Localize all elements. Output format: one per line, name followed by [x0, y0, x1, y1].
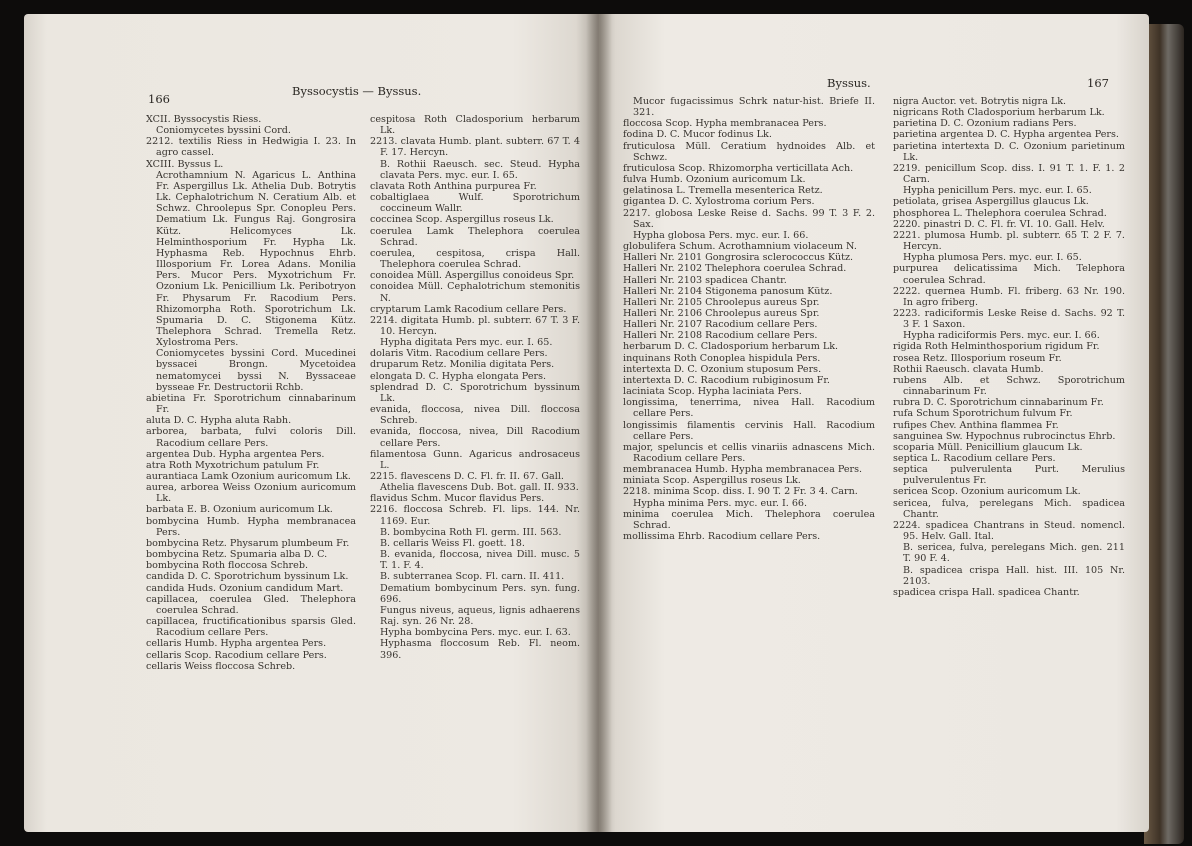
- index-entry: Halleri Nr. 2103 spadicea Chantr.: [623, 274, 787, 286]
- index-entry: petiolata, grisea Aspergillus glaucus Lk.: [893, 196, 1089, 208]
- index-entry: Acrothamnium N. Agaricus L. Anthina Fr. Aspergillus Lk. Athelia Dub. Botrytis Lk. Cephalotrichum N. Ceratium Alb. et Schwz. Chroolepus Spr. Conopleu Pers. Dematium Lk. Fungus Raj. Gongrosira Kütz. Helicomyces Lk. Helminthosporium Fr. Hypha Lk. Hyphasma Reb. Hypochnus Ehrb. Illosporium Fr. Lorea Adans. Monilia Pers. Mucor Pers. Myxotrichum Fr. Ozonium Lk. Penicillium Lk. Peribotryon Fr. Physarum Fr. Racodium Pers. Rhizomorpha Roth. Sporotrichum Lk. Spumaria D. C. Stigonema Kütz. Thelephora Schrad. Tremella Retz. Xylostroma Pers.: [156, 169, 356, 349]
- index-entry: cryptarum Lamk Racodium cellare Pers.: [370, 303, 567, 315]
- index-entry: Hypha digitata Pers myc. eur. I. 65.: [380, 337, 553, 349]
- index-entry: rubra D. C. Sporotrichum cinnabarinum Fr.: [893, 397, 1104, 409]
- index-entry: phosphorea L. Thelephora coerulea Schrad.: [893, 207, 1107, 219]
- index-entry: septica pulverulenta Purt. Merulius pulverulentus Fr.: [893, 464, 1125, 487]
- index-entry: Halleri Nr. 2102 Thelephora coerulea Schrad.: [623, 263, 847, 275]
- index-entry: Halleri Nr. 2107 Racodium cellare Pers.: [623, 319, 818, 331]
- index-entry: longissimis filamentis cervinis Hall. Racodium cellare Pers.: [623, 419, 875, 442]
- index-entry: B. subterranea Scop. Fl. carn. II. 411.: [380, 571, 565, 583]
- index-entry: 2216. floccosa Schreb. Fl. lips. 144. Nr. 1169. Eur.: [370, 504, 580, 527]
- index-entry: 2218. minima Scop. diss. I. 90 T. 2 Fr. 3 4. Carn.: [623, 486, 858, 498]
- index-entry: membranacea Humb. Hypha membranacea Pers.: [623, 464, 863, 476]
- left-column-1: [142, 114, 356, 672]
- index-entry: longissima, tenerrima, nivea Hall. Racodium cellare Pers.: [623, 397, 875, 420]
- index-entry: 2215. flavescens D. C. Fl. fr. II. 67. Gall.: [370, 471, 564, 482]
- index-entry: fulva Humb. Ozonium auricomum Lk.: [623, 174, 806, 186]
- index-entry: capillacea, fructificationibus sparsis Gled. Racodium cellare Pers.: [146, 616, 356, 639]
- right-column-1: [619, 96, 875, 542]
- index-entry: Hypha bombycina Pers. myc. eur. I. 63.: [380, 627, 571, 639]
- index-entry: abietina Fr. Sporotrichum cinnabarinum Fr.: [146, 392, 356, 416]
- index-entry: fodina D. C. Mucor fodinus Lk.: [623, 129, 772, 141]
- index-entry: Halleri Nr. 2104 Stigonema panosum Kütz.: [623, 285, 833, 297]
- index-entry: fruticulosa Müll. Ceratium hydnoides Alb. et Schwz.: [623, 140, 875, 163]
- index-entry: parietina D. C. Ozonium radians Pers.: [893, 118, 1077, 130]
- index-entry: Hypha globosa Pers. myc. eur. I. 66.: [633, 229, 809, 241]
- index-entry: major, speluncis et cellis vinariis adnascens Mich. Racodium cellare Pers.: [623, 441, 875, 464]
- index-entry: Coniomycetes byssini Cord. Mucedinei byssacei Brongn. Mycetoidea nematomycei byssi N. Byssaceae bysseae Fr. Destructorii Rchb.: [156, 348, 356, 393]
- index-entry: scoparia Müll. Penicillium glaucum Lk.: [893, 441, 1083, 453]
- index-entry: intertexta D. C. Ozonium stuposum Pers.: [623, 363, 822, 375]
- left-page: [24, 14, 599, 832]
- index-entry: candida Huds. Ozonium candidum Mart.: [146, 582, 344, 594]
- index-entry: inquinans Roth Conoplea hispidula Pers.: [623, 352, 821, 364]
- index-entry: fruticulosa Scop. Rhizomorpha verticillata Ach.: [623, 162, 854, 174]
- index-entry: 2212. textilis Riess in Hedwigia I. 23. In agro cassel.: [146, 136, 356, 159]
- index-entry: Coniomycetes byssini Cord.: [156, 125, 291, 137]
- index-entry: elongata D. C. Hypha elongata Pers.: [370, 370, 547, 382]
- index-entry: aurea, arborea Weiss Ozonium auricomum Lk.: [146, 482, 356, 505]
- index-entry: coerulea Lamk Thelephora coerulea Schrad.: [370, 225, 580, 248]
- left-page-number: 166: [148, 92, 170, 106]
- index-entry: minima coerulea Mich. Thelephora coerulea Schrad.: [623, 508, 875, 531]
- index-entry: nigricans Roth Cladosporium herbarum Lk.: [893, 107, 1105, 119]
- index-entry: barbata E. B. Ozonium auricomum Lk.: [146, 504, 333, 516]
- index-entry: conoidea Müll. Aspergillus conoideus Spr.: [370, 270, 575, 282]
- index-entry: B. sericea, fulva, perelegans Mich. gen. 211 T. 90 F. 4.: [903, 542, 1125, 565]
- index-entry: Halleri Nr. 2105 Chroolepus aureus Spr.: [623, 296, 820, 308]
- index-entry: herbarum D. C. Cladosporium herbarum Lk.: [623, 341, 839, 353]
- index-entry: B. Rothii Raeusch. sec. Steud. Hypha clavata Pers. myc. eur. I. 65.: [380, 158, 580, 181]
- index-entry: aurantiaca Lamk Ozonium auricomum Lk.: [146, 471, 351, 482]
- index-entry: 2213. clavata Humb. plant. subterr. 67 T. 4 F. 17. Hercyn.: [370, 136, 580, 159]
- index-entry: sericea, fulva, perelegans Mich. spadicea Chantr.: [893, 497, 1125, 520]
- left-column-2: [366, 114, 580, 661]
- index-entry: Hypha penicillum Pers. myc. eur. I. 65.: [903, 185, 1092, 197]
- left-running-head: Byssocystis — Byssus.: [292, 84, 422, 98]
- index-entry: evanida, floccosa, nivea Dill. floccosa Schreb.: [370, 404, 580, 427]
- index-entry: Hypha plumosa Pers. myc. eur. I. 65.: [903, 252, 1082, 264]
- index-entry: bombycina Retz. Physarum plumbeum Fr.: [146, 537, 350, 549]
- index-entry: cellaris Weiss floccosa Schreb.: [146, 660, 296, 672]
- index-entry: 2220. pinastri D. C. Fl. fr. VI. 10. Gall. Helv.: [893, 218, 1105, 230]
- index-entry: sericea Scop. Ozonium auricomum Lk.: [893, 486, 1081, 498]
- index-entry: Rothii Raeusch. clavata Humb.: [893, 363, 1044, 375]
- index-entry: dolaris Vitm. Racodium cellare Pers.: [370, 348, 548, 360]
- index-entry: rufa Schum Sporotrichum fulvum Fr.: [893, 408, 1073, 420]
- index-entry: 2223. radiciformis Leske Reise d. Sachs. 92 T. 3 F. 1 Saxon.: [893, 307, 1125, 331]
- index-entry: globulifera Schum. Acrothamnium violaceum N.: [623, 241, 857, 253]
- index-entry: rubens Alb. et Schwz. Sporotrichum cinnabarinum Fr.: [893, 374, 1125, 398]
- index-entry: evanida, floccosa, nivea, Dill Racodium cellare Pers.: [370, 426, 580, 449]
- book-spread: [14, 14, 1176, 834]
- index-entry: parietina intertexta D. C. Ozonium parietinum Lk.: [893, 140, 1125, 163]
- index-entry: 2224. spadicea Chantrans in Steud. nomencl. 95. Helv. Gall. Ital.: [893, 519, 1125, 543]
- index-entry: Hyphasma floccosum Reb. Fl. neom. 396.: [380, 638, 580, 661]
- index-entry: miniata Scop. Aspergillus roseus Lk.: [623, 475, 801, 487]
- index-entry: spadicea crispa Hall. spadicea Chantr.: [893, 586, 1080, 598]
- index-entry: 2214. digitata Humb. pl. subterr. 67 T. 3 F. 10. Hercyn.: [370, 314, 580, 337]
- right-column-2: [889, 96, 1125, 598]
- book-gutter: [586, 14, 612, 832]
- index-entry: bombycina Roth floccosa Schreb.: [146, 560, 309, 572]
- index-entry: clavata Roth Anthina purpurea Fr.: [370, 180, 537, 192]
- book-cover-edge: [1144, 24, 1184, 844]
- index-entry: 2221. plumosa Humb. pl. subterr. 65 T. 2 F. 7. Hercyn.: [893, 229, 1125, 253]
- index-entry: cellaris Humb. Hypha argentea Pers.: [146, 638, 327, 650]
- index-entry: parietina argentea D. C. Hypha argentea Pers.: [893, 129, 1119, 141]
- index-entry: rosea Retz. Illosporium roseum Fr.: [893, 352, 1062, 364]
- index-entry: filamentosa Gunn. Agaricus androsaceus L.: [370, 448, 580, 471]
- index-entry: bombycina Humb. Hypha membranacea Pers.: [146, 515, 356, 538]
- index-entry: Fungus niveus, aqueus, lignis adhaerens Raj. syn. 26 Nr. 28.: [380, 604, 580, 628]
- index-entry: XCII. Byssocystis Riess.: [146, 114, 262, 125]
- index-entry: 2222. quernea Humb. Fl. friberg. 63 Nr. 190. In agro friberg.: [893, 285, 1125, 308]
- index-entry: Halleri Nr. 2101 Gongrosira sclerococcus Kütz.: [623, 252, 854, 264]
- index-entry: Halleri Nr. 2106 Chroolepus aureus Spr.: [623, 307, 820, 319]
- index-entry: Mucor fugacissimus Schrk natur-hist. Briefe II. 321.: [633, 96, 875, 119]
- index-entry: capillacea, coerulea Gled. Thelephora coerulea Schrad.: [146, 593, 356, 616]
- index-entry: druparum Retz. Monilia digitata Pers.: [370, 359, 555, 371]
- index-entry: flavidus Schm. Mucor flavidus Pers.: [370, 493, 545, 505]
- index-entry: Halleri Nr. 2108 Racodium cellare Pers.: [623, 330, 818, 342]
- index-entry: 2219. penicillum Scop. diss. I. 91 T. 1. F. 1. 2 Carn.: [893, 162, 1125, 186]
- index-entry: B. cellaris Weiss Fl. goett. 18.: [380, 537, 525, 549]
- index-entry: argentea Dub. Hypha argentea Pers.: [146, 448, 325, 460]
- index-entry: Athelia flavescens Dub. Bot. gall. II. 933.: [380, 482, 579, 494]
- index-entry: B. spadicea crispa Hall. hist. III. 105 Nr. 2103.: [903, 564, 1125, 587]
- index-entry: XCIII. Byssus L.: [146, 158, 224, 170]
- index-entry: gigantea D. C. Xylostroma corium Pers.: [623, 196, 815, 208]
- index-entry: floccosa Scop. Hypha membranacea Pers.: [623, 118, 827, 130]
- index-entry: rufipes Chev. Anthina flammea Fr.: [893, 419, 1059, 431]
- index-entry: Hypha radiciformis Pers. myc. eur. I. 66.: [903, 330, 1100, 342]
- index-entry: cespitosa Roth Cladosporium herbarum Lk.: [370, 114, 580, 137]
- index-entry: nigra Auctor. vet. Botrytis nigra Lk.: [893, 96, 1067, 107]
- index-entry: sanguinea Sw. Hypochnus rubrocinctus Ehrb.: [893, 430, 1116, 442]
- index-entry: coerulea, cespitosa, crispa Hall. Thelephora coerulea Schrad.: [370, 247, 580, 271]
- index-entry: 2217. globosa Leske Reise d. Sachs. 99 T. 3 F. 2. Sax.: [623, 207, 875, 230]
- index-entry: coccinea Scop. Aspergillus roseus Lk.: [370, 214, 554, 226]
- right-page: [599, 14, 1149, 832]
- index-entry: purpurea delicatissima Mich. Telephora coerulea Schrad.: [893, 263, 1125, 286]
- right-page-number: 167: [1087, 76, 1109, 90]
- index-entry: cellaris Scop. Racodium cellare Pers.: [146, 649, 327, 661]
- index-entry: atra Roth Myxotrichum patulum Fr.: [146, 459, 320, 471]
- index-entry: Hypha minima Pers. myc. eur. I. 66.: [633, 497, 808, 509]
- index-entry: B. bombycina Roth Fl. germ. III. 563.: [380, 526, 562, 538]
- index-entry: candida D. C. Sporotrichum byssinum Lk.: [146, 571, 349, 583]
- index-entry: Dematium bombycinum Pers. syn. fung. 696.: [380, 582, 580, 605]
- index-entry: arborea, barbata, fulvi coloris Dill. Racodium cellare Pers.: [146, 426, 356, 449]
- index-entry: gelatinosa L. Tremella mesenterica Retz.: [623, 185, 823, 197]
- index-entry: septica L. Racodium cellare Pers.: [893, 453, 1056, 464]
- index-entry: aluta D. C. Hypha aluta Rabh.: [146, 415, 292, 427]
- index-entry: splendrad D. C. Sporotrichum byssinum Lk.: [370, 381, 580, 404]
- index-entry: intertexta D. C. Racodium rubiginosum Fr.: [623, 374, 830, 386]
- index-entry: cobaltiglaea Wulf. Sporotrichum coccineum Wallr.: [370, 192, 580, 215]
- index-entry: laciniata Scop. Hypha laciniata Pers.: [623, 386, 802, 398]
- index-entry: B. evanida, floccosa, nivea Dill. musc. 5 T. 1. F. 4.: [380, 549, 580, 572]
- index-entry: rigida Roth Helminthosporium rigidum Fr.: [893, 341, 1100, 353]
- right-running-head: Byssus.: [827, 76, 871, 90]
- index-entry: mollissima Ehrb. Racodium cellare Pers.: [623, 531, 821, 543]
- index-entry: conoidea Müll. Cephalotrichum stemonitis N.: [370, 281, 580, 304]
- index-entry: bombycina Retz. Spumaria alba D. C.: [146, 549, 328, 561]
